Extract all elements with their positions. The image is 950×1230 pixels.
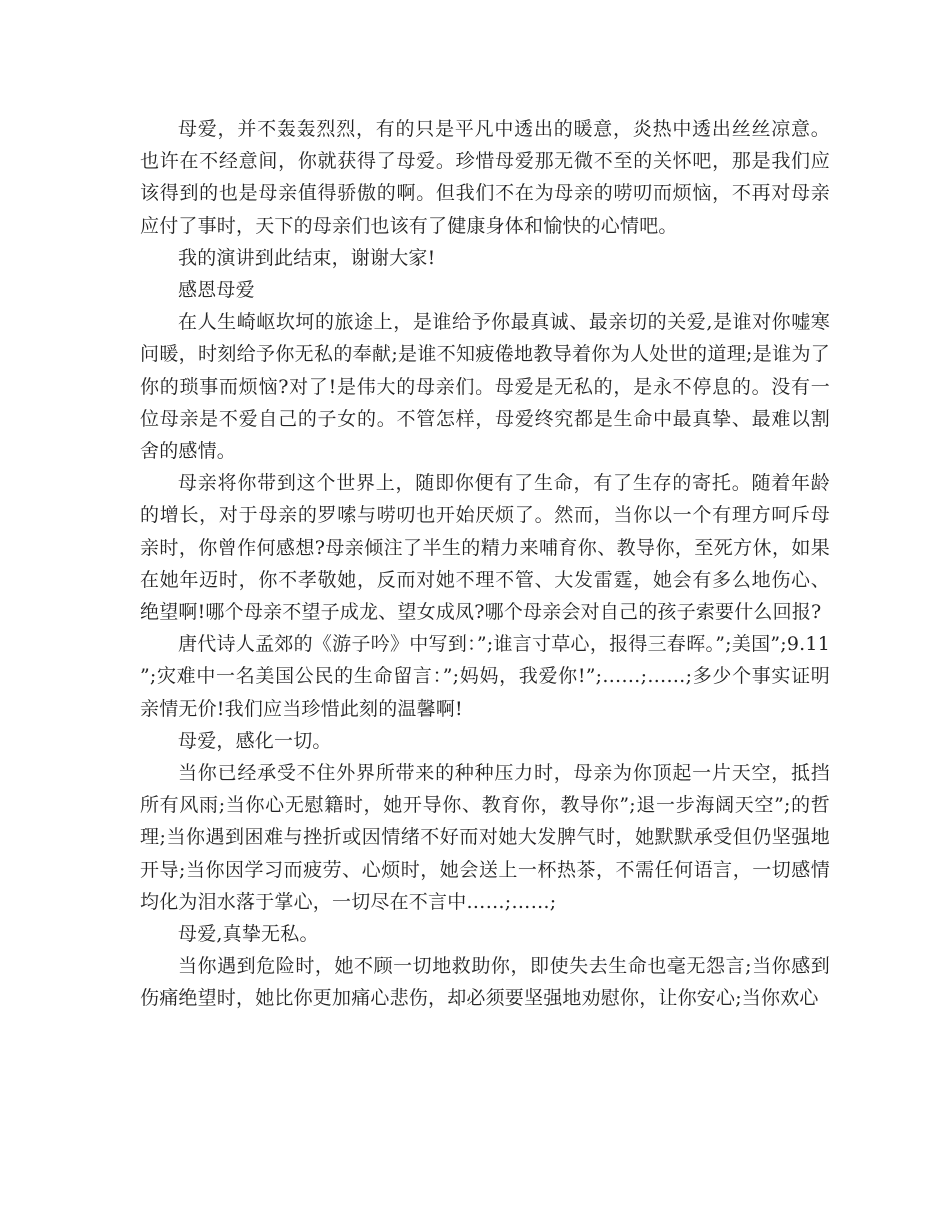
subheading-love-transforms: 母爱，感化一切。 xyxy=(178,729,332,752)
paragraph-poem-quote: 唐代诗人孟郊的《游子吟》中写到：”;谁言寸草心，报得三春晖。”;美国”;9.11”;灾难中一名美国公民的生命留言：”;妈妈，我爱你!”;……;……;多少个事实证明亲情无价!我们应当珍惜此刻的温馨啊! xyxy=(140,633,830,720)
paragraph-motherly-love-ordinary: 母爱，并不轰轰烈烈，有的只是平凡中透出的暖意，炎热中透出丝丝凉意。也许在不经意间，你就获得了母爱。珍惜母爱那无微不至的关怀吧，那是我们应该得到的也是母亲值得骄傲的啊。但我们不在为母亲的唠叨而烦恼，不再对母亲应付了事时，天下的母亲们也该有了健康身体和愉快的心情吧。 xyxy=(140,118,830,237)
paragraph-life-journey: 在人生崎岖坎坷的旅途上，是谁给予你最真诚、最亲切的关爱,是谁对你嘘寒问暖，时刻给予你无私的奉献;是谁不知疲倦地教导着你为人处世的道理;是谁为了你的琐事而烦恼?对了!是伟大的母亲们。母爱是无私的，是永不停息的。没有一位母亲是不爱自己的子女的。不管怎样，母爱终究都是生命中最真挚、最难以割舍的感情。 xyxy=(140,311,830,463)
paragraph-danger-rescue: 当你遇到危险时，她不顾一切地救助你，即使失去生命也毫无怨言;当你感到伤痛绝望时，她比你更加痛心悲伤，却必须要坚强地劝慰你，让你安心;当你欢心 xyxy=(140,955,830,1010)
paragraph-mother-support: 当你已经承受不住外界所带来的种种压力时，母亲为你顶起一片天空，抵挡所有风雨;当你心无慰籍时，她开导你、教育你，教导你”;退一步海阔天空”;的哲理;当你遇到困难与挫折或因情绪不好而对她大发脾气时，她默默承受但仍坚强地开导;当你因学习而疲劳、心烦时，她会送上一杯热茶，不需任何语言，一切感情均化为泪水落于掌心，一切尽在不言中……;……; xyxy=(140,762,830,913)
document-body xyxy=(140,113,830,1015)
section-title-gratitude-to-mother: 感恩母爱 xyxy=(178,279,255,302)
paragraph-speech-closing: 我的演讲到此结束，谢谢大家! xyxy=(178,246,436,269)
subheading-love-selfless: 母爱,真挚无私。 xyxy=(178,923,319,946)
paragraph-mother-brings-life: 母亲将你带到这个世界上，随即你便有了生命，有了生存的寄托。随着年龄的增长，对于母亲的罗嗦与唠叨也开始厌烦了。然而，当你以一个有理方呵斥母亲时，你曾作何感想?母亲倾注了半生的精力来哺育你、教导你，至死方休，如果在她年迈时，你不孝敬她，反而对她不理不管、大发雷霆，她会有多么地伤心、绝望啊!哪个母亲不望子成龙、望女成凤?哪个母亲会对自己的孩子索要什么回报? xyxy=(140,472,830,624)
